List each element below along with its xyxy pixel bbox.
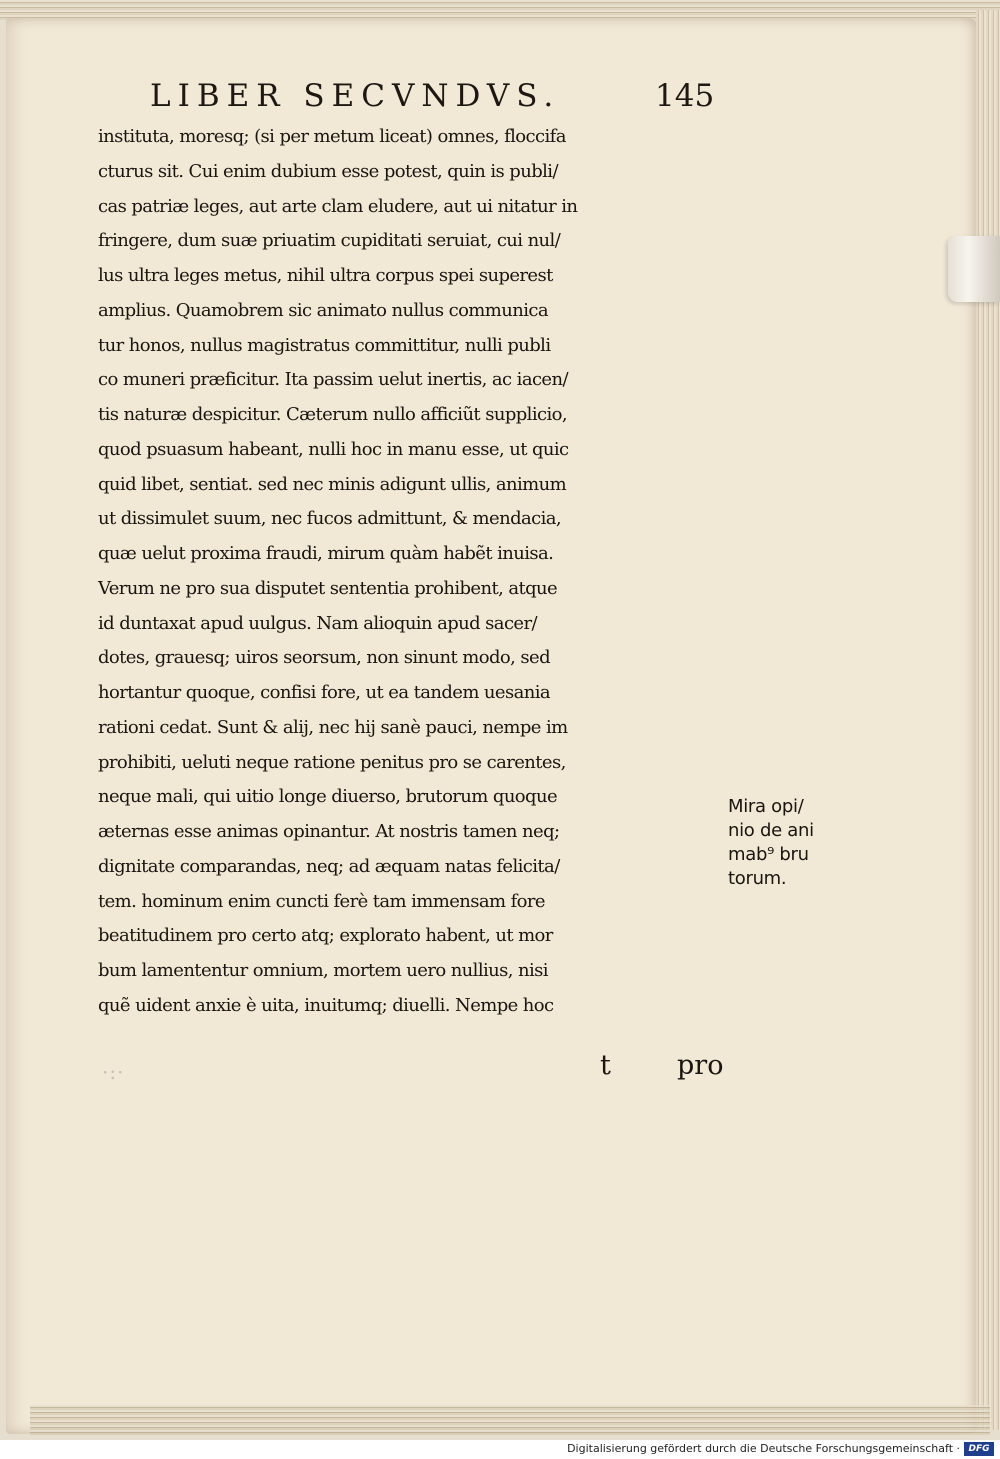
- digitization-footer: [0, 1440, 1000, 1459]
- text-line: quẽ uident anxie è uita, inuitumq; diuelli. Nempe hoc: [98, 994, 554, 1016]
- text-line: quid libet, sentiat. sed nec minis adigunt ullis, animum: [98, 473, 567, 495]
- text-line: instituta, moresq; (si per metum liceat) omnes, floccifa: [98, 126, 566, 147]
- text-line: id duntaxat apud uulgus. Nam alioquin apud sacer/: [98, 612, 537, 634]
- text-line: tur honos, nullus magistratus committitur, nulli publi: [98, 334, 551, 356]
- marginal-note-line: Mira opi/: [728, 796, 804, 817]
- running-head: [150, 78, 720, 118]
- text-line: tem. hominum enim cuncti ferè tam immensam fore: [98, 890, 545, 912]
- marginal-note: [728, 795, 838, 891]
- text-line: co muneri præficitur. Ita passim uelut inertis, ac iacen/: [98, 369, 568, 391]
- body-text: [98, 120, 738, 1024]
- text-line: hortantur quoque, confisi fore, ut ea tandem uesania: [98, 682, 551, 703]
- text-line: neque mali, qui uitio longe diuerso, brutorum quoque: [98, 786, 558, 808]
- bleed-through-mark: ·:·: [102, 1060, 125, 1084]
- page-tab-marker: [948, 236, 1000, 302]
- marginal-note-line: nio de ani: [728, 820, 814, 841]
- text-line: quæ uelut proxima fraudi, mirum quàm habẽt inuisa.: [98, 543, 554, 564]
- text-line: prohibiti, ueluti neque ratione penitus pro se carentes,: [98, 751, 566, 773]
- text-line: amplius. Quamobrem sic animato nullus communica: [98, 299, 548, 321]
- text-line: tis naturæ despicitur. Cæterum nullo afficiũt supplicio,: [98, 404, 567, 425]
- page-fore-edge: [976, 10, 1000, 1430]
- text-line: lus ultra leges metus, nihil ultra corpus spei superest: [98, 265, 553, 286]
- page-top-edges: [0, 0, 1000, 20]
- marginal-note-line: torum.: [728, 868, 787, 889]
- footer-credit: Digitalisierung gefördert durch die Deutsche Forschungsgemeinschaft ·: [567, 1442, 960, 1455]
- dfg-logo: DFG: [964, 1442, 994, 1456]
- text-line: ut dissimulet suum, nec fucos admittunt, & mendacia,: [98, 508, 562, 530]
- page-bottom-edges: [30, 1405, 990, 1435]
- text-line: cturus sit. Cui enim dubium esse potest, quin is publi/: [98, 160, 558, 182]
- text-line: fringere, dum suæ priuatim cupiditati seruiat, cui nul/: [98, 230, 561, 252]
- text-line: æternas esse animas opinantur. At nostris tamen neq;: [98, 821, 560, 842]
- text-line: bum lamententur omnium, mortem uero nullius, nisi: [98, 960, 548, 981]
- catchword: pro: [677, 1050, 724, 1081]
- text-line: cas patriæ leges, aut arte clam eludere, aut ui nitatur in: [98, 195, 578, 217]
- page-number: 145: [655, 78, 715, 114]
- text-line: dignitate comparandas, neq; ad æquam natas felicita/: [98, 855, 560, 877]
- signature-mark: t: [600, 1050, 611, 1081]
- marginal-note-line: mab⁹ bru: [728, 844, 809, 865]
- text-line: Verum ne pro sua disputet sententia prohibent, atque: [98, 577, 558, 599]
- text-line: dotes, grauesq; uiros seorsum, non sinunt modo, sed: [98, 647, 550, 669]
- running-head-title: LIBER SECVNDVS.: [150, 78, 561, 114]
- text-line: quod psuasum habeant, nulli hoc in manu esse, ut quic: [98, 438, 569, 460]
- text-line: beatitudinem pro certo atq; explorato habent, ut mor: [98, 925, 553, 947]
- text-line: rationi cedat. Sunt & alij, nec hij sanè pauci, nempe im: [98, 716, 568, 738]
